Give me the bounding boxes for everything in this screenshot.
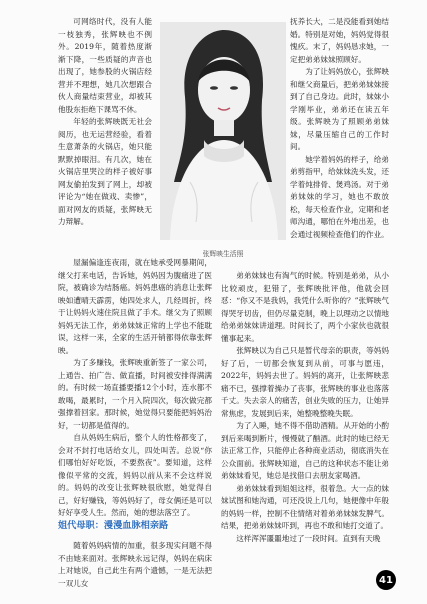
left-column-top bbox=[58, 16, 152, 229]
section-subheading: 姐代母职：漫漫血脉相亲路 bbox=[58, 520, 169, 531]
page-number: 41 bbox=[376, 570, 396, 590]
left-column-bottom bbox=[58, 257, 212, 520]
paragraph: 张辉映以为自己只是暂代母亲的职责，等妈妈好了后，一切都会恢复到从前，可事与愿违，2022年，妈妈去世了。妈妈的离开，让张辉映悲痛不已，强撑着操办了丧事，张辉映的事业也落落千丈。失去亲人的痛苦，创业失败的压力，让她异常焦虑，发展到后来，她整晚整晚失眠。 bbox=[221, 346, 389, 418]
paragraph: 弟弟妹妹看到姐姐这样，很着急。大一点的妹妹试图和她沟通，可还没说上几句，她便像中年般的妈妈一样，控制不住情绪对着弟弟妹妹发脾气。结果，把弟弟妹妹吓到，再也不敢和她打交道了。 bbox=[221, 483, 389, 530]
paragraph: 这样浑浑噩噩地过了一段时间。直到有天晚 bbox=[236, 533, 381, 543]
paragraph: 弟弟妹妹也有淘气的时候。特别是弟弟，从小比较顽皮，犯错了，张辉映批评他，他就会回怼：“你又不是我妈，我凭什么听你的？”张辉映气得哭牙切齿，但仍尽量克制，晚上以理动之以情地给弟弟妹妹讲道理。时间长了，两个小家伙也就很懂事起来。 bbox=[221, 271, 389, 343]
photo-caption: 张辉映生活照 bbox=[202, 250, 244, 258]
paragraph: 她学着妈妈的样子，给弟弟剪指甲，给妹妹洗头发，还学着炖排骨、煲鸡汤。对于弟弟妹妹的学习，她也不敢放松，每天检查作业，定期和老师沟通，哪怕在外地出差，也会通过视频检查他们的作业。 bbox=[290, 154, 389, 239]
paragraph: 为了多赚钱，张辉映重新签了一家公司，上通告、拍广告、做直播，时间被安排得满满的。有时候一场直播要播12个小时，连水都不敢喝，最累时，一个月入院四次，每次做完都强撑着回家。那时候，她觉得只要能把妈妈治好，一切都是值得的。 bbox=[58, 358, 212, 430]
portrait-photo bbox=[160, 22, 286, 240]
paragraph: 年轻的张辉映既无社会阅历，也无运营经验，看着生意萧条的火锅店，她只能默默掉眼泪。有几次，她在火锅店里哭泣的样子被好事网友偷拍发到了网上，却被评论为“她在做戏、卖惨”，面对网友的质疑，张辉映无力辩解。 bbox=[58, 117, 152, 226]
paragraph: 抚养长大，二是没能看到她结婚。特别是对她，妈妈觉得很愧疚。末了，妈妈恳求她，一定把弟弟妹妹照顾好。 bbox=[290, 17, 389, 64]
paragraph: 可网络时代，没有人能一枝独秀，张辉映也不例外。2019年，随着热度渐渐下降，一些质疑的声音也出现了，她参股的火锅店经营并不理想，她几次想跟合伙人商量结束营业，却被其他股东拒绝下课骂不休。 bbox=[58, 17, 152, 114]
left-column-after-subhead bbox=[58, 540, 212, 590]
paragraph: 为了让妈妈放心，张辉映和继父商量后，把弟弟妹妹接到了自己身边。此时，妹妹小学刚毕业，弟弟还在读五年级。张辉映为了照顾弟弟妹妹，尽量压缩自己的工作时间。 bbox=[290, 67, 389, 151]
right-column-top bbox=[290, 16, 389, 241]
paragraph: 屋漏偏逢连夜雨，就在她承受网暴期间，继父打来电话，告诉她，妈妈因为腹痛进了医院，被确诊为结肠癌。妈妈患癌的消息让张辉映如遭晴天霹雳，她四处求人，几经周折，终于让妈妈火速住院且做了手术。继父为了照顾妈妈无法工作，弟弟妹妹正常的上学也不能耽误，这样一来，全家的生活开销都得依靠张辉映。 bbox=[58, 258, 212, 355]
woman-portrait-image bbox=[160, 22, 286, 240]
paragraph: 为了入睡，她不得不借助酒精。从开始的小酌到后来喝到断片，慢慢就了酗酒。此时的她已经无法正常工作，只能停止各种商业活动，彻底消失在公众面前。张辉映知道，自己的这种状态不能让弟弟妹妹看见，她总是找借口去朋友家喝酒。 bbox=[221, 421, 389, 480]
paragraph: 随着妈妈病情的加重，很多现实问题不得不由她来面对。张辉映永远记得，妈妈在病床上对她说，自己此生有两个遗憾，一是无法把一双儿女 bbox=[58, 541, 212, 588]
right-column-bottom bbox=[221, 270, 389, 545]
paragraph: 自从妈妈生病后，整个人的性格都变了，会对不封打电话给女儿，四处叫苦。总说“你们哪怕好好吃饭，不要熬夜”。要知道，这样像似平常的交流，妈妈以前从来不会这样说的。妈妈的改变让张辉映很欣慰，她觉得自己，好好赚钱，等妈妈好了，母女俩还是可以好好享受人生。然而，她的想法落空了。 bbox=[58, 433, 212, 517]
